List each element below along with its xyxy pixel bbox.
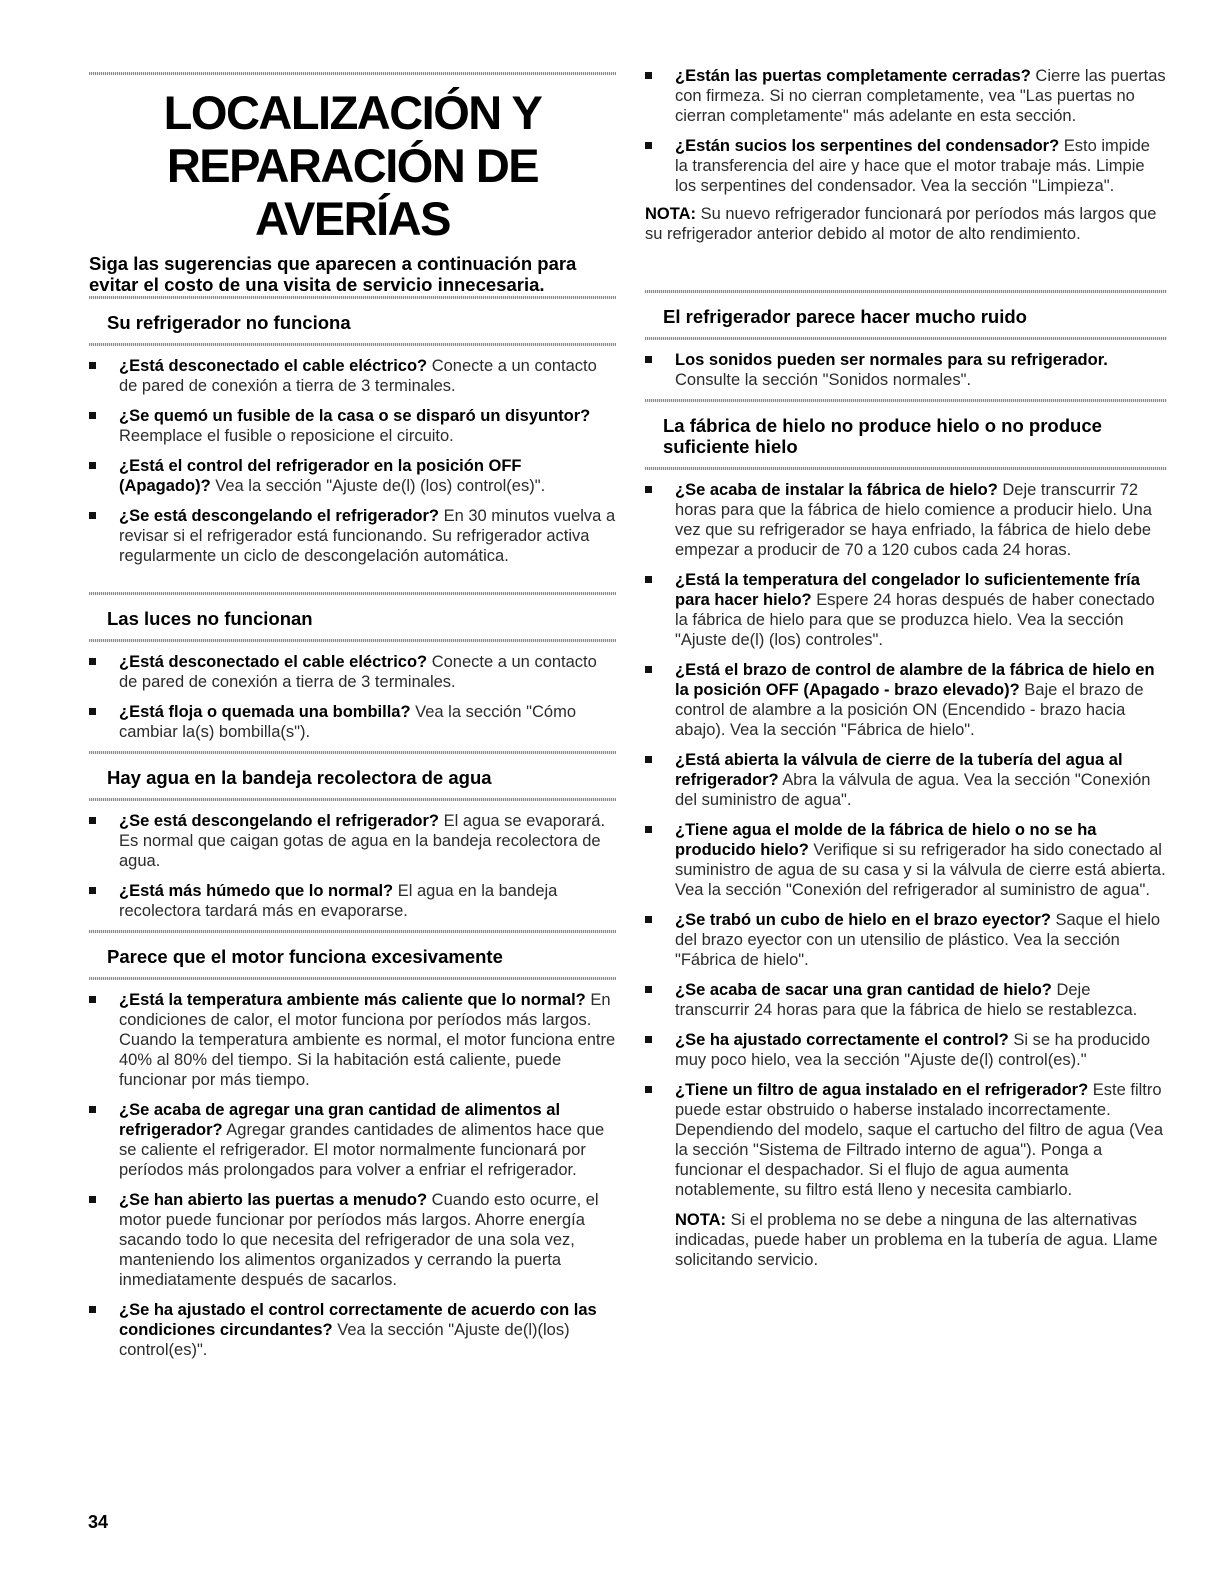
- title-line-1: LOCALIZACIÓN Y: [163, 86, 542, 139]
- title-line-2: REPARACIÓN DE: [166, 139, 539, 192]
- item-answer: Espere 24 horas después de haber conectado la fábrica de hielo para que se produzca hielo. Vea la sección "Ajuste de(l) (los) controles".: [675, 591, 1155, 649]
- list-item: [89, 456, 616, 496]
- list-item: [645, 480, 1167, 560]
- bullet-icon: [89, 708, 96, 715]
- page-number: 34: [88, 1512, 109, 1532]
- item-list: [89, 356, 616, 566]
- section-heading-box: [645, 290, 1167, 340]
- section-no-funciona: [89, 296, 616, 566]
- section-luces: [89, 592, 616, 742]
- section-heading-box: [89, 751, 616, 801]
- item-answer: En 30 minutos vuelva a revisar si el refrigerador está funcionando. Su refrigerador activa regularmente un ciclo de descongelación automática.: [119, 507, 616, 565]
- list-item: [89, 881, 616, 921]
- bullet-icon: [645, 356, 652, 363]
- list-item: [645, 350, 1167, 390]
- note-label: NOTA:: [645, 205, 697, 223]
- section-heading-box: [89, 930, 616, 980]
- item-question: ¿Está floja o quemada una bombilla?: [119, 703, 411, 721]
- section-heading: La fábrica de hielo no produce hielo o no produce suficiente hielo: [663, 415, 1102, 457]
- item-question: ¿Se está descongelando el refrigerador?: [119, 812, 440, 830]
- section-continued: [645, 56, 1167, 244]
- item-list: [89, 652, 616, 742]
- section-heading: Su refrigerador no funciona: [107, 312, 351, 333]
- list-item: [645, 66, 1167, 126]
- item-answer: El agua se evaporará. Es normal que caigan gotas de agua en la bandeja recolectora de agua.: [119, 812, 606, 870]
- item-question: ¿Está más húmedo que lo normal?: [119, 882, 394, 900]
- bullet-icon: [89, 996, 96, 1003]
- list-item: [645, 136, 1167, 196]
- item-question: ¿Están las puertas completamente cerradas?: [675, 67, 1031, 85]
- bullet-icon: [645, 756, 652, 763]
- item-answer: Conecte a un contacto de pared de conexión a tierra de 3 terminales.: [119, 653, 597, 691]
- bullet-icon: [89, 462, 96, 469]
- bullet-icon: [89, 1196, 96, 1203]
- item-question: ¿Está el control del refrigerador en la posición OFF (Apagado)?: [119, 457, 522, 495]
- item-list: [89, 811, 616, 921]
- bullet-icon: [89, 1106, 96, 1113]
- item-question: ¿Se acaba de agregar una gran cantidad de alimentos al refrigerador?: [119, 1101, 561, 1139]
- bullet-icon: [645, 576, 652, 583]
- item-answer: Este filtro puede estar obstruido o haberse instalado incorrectamente. Dependiendo del modelo, saque el cartucho del filtro de agua (Vea la sección "Sistema de Filtrado interno de agua"). Ponga a funcionar el despachador. Si el flujo de agua aumenta notablemente, su filtro está lleno y necesita cambiarlo.: [675, 1081, 1164, 1199]
- item-answer: Verifique si su refrigerador ha sido conectado al suministro de agua de su casa y si la válvula de cierre está abierta. Vea la sección "Conexión del refrigerador al suministro de agua".: [675, 841, 1166, 899]
- item-question: ¿Se quemó un fusible de la casa o se disparó un disyuntor?: [119, 407, 591, 425]
- page-title: [89, 86, 616, 245]
- item-list: [645, 480, 1167, 1200]
- item-answer: Abra la válvula de agua. Vea la sección "Conexión del suministro de agua".: [675, 771, 1151, 809]
- item-question: ¿Se acaba de sacar una gran cantidad de hielo?: [675, 981, 1052, 999]
- bullet-icon: [645, 1086, 652, 1093]
- bullet-icon: [89, 658, 96, 665]
- item-question: ¿Están sucios los serpentines del condensador?: [675, 137, 1060, 155]
- list-item: [645, 1030, 1167, 1070]
- item-answer: Cierre las puertas con firmeza. Si no cierran completamente, vea "Las puertas no cierran completamente" más adelante en esta sección.: [675, 67, 1166, 125]
- item-answer: Agregar grandes cantidades de alimentos hace que se caliente el refrigerador. El motor normalmente funcionará por períodos más prolongados para volver a enfriar el refrigerador.: [119, 1121, 605, 1179]
- item-answer: Vea la sección "Ajuste de(l)(los) control(es)".: [119, 1321, 570, 1359]
- section-agua-bandeja: [89, 751, 616, 921]
- item-answer: Baje el brazo de control de alambre a la posición ON (Encendido - brazo hacia abajo). Vea la sección "Fábrica de hielo".: [675, 681, 1144, 739]
- list-item: [645, 1080, 1167, 1200]
- section-heading-box: [645, 399, 1167, 470]
- item-question: ¿Está desconectado el cable eléctrico?: [119, 357, 428, 375]
- list-item: [645, 660, 1167, 740]
- section-motor: [89, 930, 616, 1360]
- list-item: [89, 811, 616, 871]
- note-paragraph: [645, 204, 1167, 244]
- item-question: ¿Tiene un filtro de agua instalado en el refrigerador?: [675, 1081, 1089, 1099]
- bullet-icon: [645, 486, 652, 493]
- bullet-icon: [645, 142, 652, 149]
- item-answer: Consulte la sección "Sonidos normales".: [675, 371, 972, 389]
- note-text: Si el problema no se debe a ninguna de las alternativas indicadas, puede haber un problema en la tubería de agua. Llame solicitando servicio.: [675, 1211, 1158, 1269]
- section-heading: Las luces no funcionan: [107, 608, 313, 629]
- note-text: Su nuevo refrigerador funcionará por períodos más largos que su refrigerador anterior debido al motor de alto rendimiento.: [645, 205, 1157, 243]
- section-ruido: [645, 290, 1167, 390]
- list-item: [89, 1300, 616, 1360]
- list-item: [89, 506, 616, 566]
- section-heading: Hay agua en la bandeja recolectora de agua: [107, 767, 492, 788]
- item-answer: Reemplace el fusible o reposicione el circuito.: [119, 427, 454, 445]
- list-item: [645, 910, 1167, 970]
- list-item: [645, 980, 1167, 1020]
- list-item: [89, 702, 616, 742]
- bullet-icon: [645, 826, 652, 833]
- item-answer: Vea la sección "Cómo cambiar la(s) bombilla(s").: [119, 703, 576, 741]
- list-item: [89, 990, 616, 1090]
- item-answer: Vea la sección "Ajuste de(l) (los) control(es)".: [210, 477, 546, 495]
- list-item: [89, 652, 616, 692]
- list-item: [645, 820, 1167, 900]
- list-item: [645, 750, 1167, 810]
- bullet-icon: [89, 1306, 96, 1313]
- item-question: ¿Está la temperatura del congelador lo suficientemente fría para hacer hielo?: [675, 571, 1140, 609]
- title-rule: [89, 72, 616, 75]
- bullet-icon: [89, 887, 96, 894]
- item-question: Los sonidos pueden ser normales para su refrigerador.: [675, 351, 1108, 369]
- item-question: ¿Se han abierto las puertas a menudo?: [119, 1191, 428, 1209]
- item-list: [645, 350, 1167, 390]
- item-question: ¿Se ha ajustado correctamente el control?: [675, 1031, 1009, 1049]
- item-answer: En condiciones de calor, el motor funciona por períodos más largos. Cuando la temperatura ambiente es normal, el motor funciona entre 40% al 80% del tiempo. Si la habitación está caliente, puede funcionar por más tiempo.: [119, 991, 616, 1089]
- bullet-icon: [89, 512, 96, 519]
- item-answer: Deje transcurrir 72 horas para que la fábrica de hielo comience a producir hielo. Una vez que su refrigerador se haya enfriado, la fábrica de hielo debe empezar a producir de 70 a 120 cubos cada 24 horas.: [675, 481, 1152, 559]
- item-question: ¿Se está descongelando el refrigerador?: [119, 507, 440, 525]
- list-item: [645, 570, 1167, 650]
- list-item: [89, 1190, 616, 1290]
- title-line-3: AVERÍAS: [255, 192, 450, 245]
- item-question: ¿Está desconectado el cable eléctrico?: [119, 653, 428, 671]
- section-heading-box: [89, 592, 616, 642]
- item-answer: Cuando esto ocurre, el motor puede funcionar por períodos más largos. Ahorre energía sacando todo lo que necesita del refrigerador de una sola vez, manteniendo los alimentos organizados y cerrando la puerta inmediatamente después de sacarlos.: [119, 1191, 599, 1289]
- bullet-icon: [89, 817, 96, 824]
- item-question: ¿Se ha ajustado el control correctamente de acuerdo con las condiciones circundantes?: [119, 1301, 597, 1339]
- list-item: [89, 406, 616, 446]
- bullet-icon: [645, 1036, 652, 1043]
- bullet-icon: [645, 72, 652, 79]
- bullet-icon: [645, 666, 652, 673]
- bullet-icon: [89, 362, 96, 369]
- item-answer: El agua en la bandeja recolectora tardará más en evaporarse.: [119, 882, 558, 920]
- list-item: [89, 356, 616, 396]
- item-answer: Deje transcurrir 24 horas para que la fábrica de hielo se restablezca.: [675, 981, 1138, 1019]
- section-heading-box: [89, 296, 616, 346]
- item-question: ¿Tiene agua el molde de la fábrica de hielo o no se ha producido hielo?: [675, 821, 1097, 859]
- item-question: ¿Se acaba de instalar la fábrica de hielo?: [675, 481, 998, 499]
- item-question: ¿Se trabó un cubo de hielo en el brazo eyector?: [675, 911, 1051, 929]
- section-heading: Parece que el motor funciona excesivamente: [107, 946, 503, 967]
- item-answer: Si se ha producido muy poco hielo, vea la sección "Ajuste de(l) control(es).": [675, 1031, 1151, 1069]
- item-answer: Conecte a un contacto de pared de conexión a tierra de 3 terminales.: [119, 357, 597, 395]
- item-list: [89, 990, 616, 1360]
- item-question: ¿Está la temperatura ambiente más caliente que lo normal?: [119, 991, 586, 1009]
- section-heading: El refrigerador parece hacer mucho ruido: [663, 306, 1027, 327]
- item-answer: Esto impide la transferencia del aire y hace que el motor trabaje más. Limpie los serpentines del condensador. Vea la sección "Limpieza".: [675, 137, 1150, 195]
- bullet-icon: [645, 986, 652, 993]
- item-list: [645, 66, 1167, 196]
- section-fabrica-hielo: [645, 399, 1167, 1270]
- note-paragraph: [645, 1210, 1167, 1270]
- item-question: ¿Está abierta la válvula de cierre de la tubería del agua al refrigerador?: [675, 751, 1123, 789]
- list-item: [89, 1100, 616, 1180]
- intro-text: Siga las sugerencias que aparecen a continuación para evitar el costo de una visita de servicio innecesaria.: [89, 253, 577, 295]
- bullet-icon: [645, 916, 652, 923]
- note-label: NOTA:: [675, 1211, 727, 1229]
- item-answer: Saque el hielo del brazo eyector con un utensilio de plástico. Vea la sección "Fábrica de hielo".: [675, 911, 1161, 969]
- item-question: ¿Está el brazo de control de alambre de la fábrica de hielo en la posición OFF (Apagado - brazo elevado)?: [675, 661, 1155, 699]
- bullet-icon: [89, 412, 96, 419]
